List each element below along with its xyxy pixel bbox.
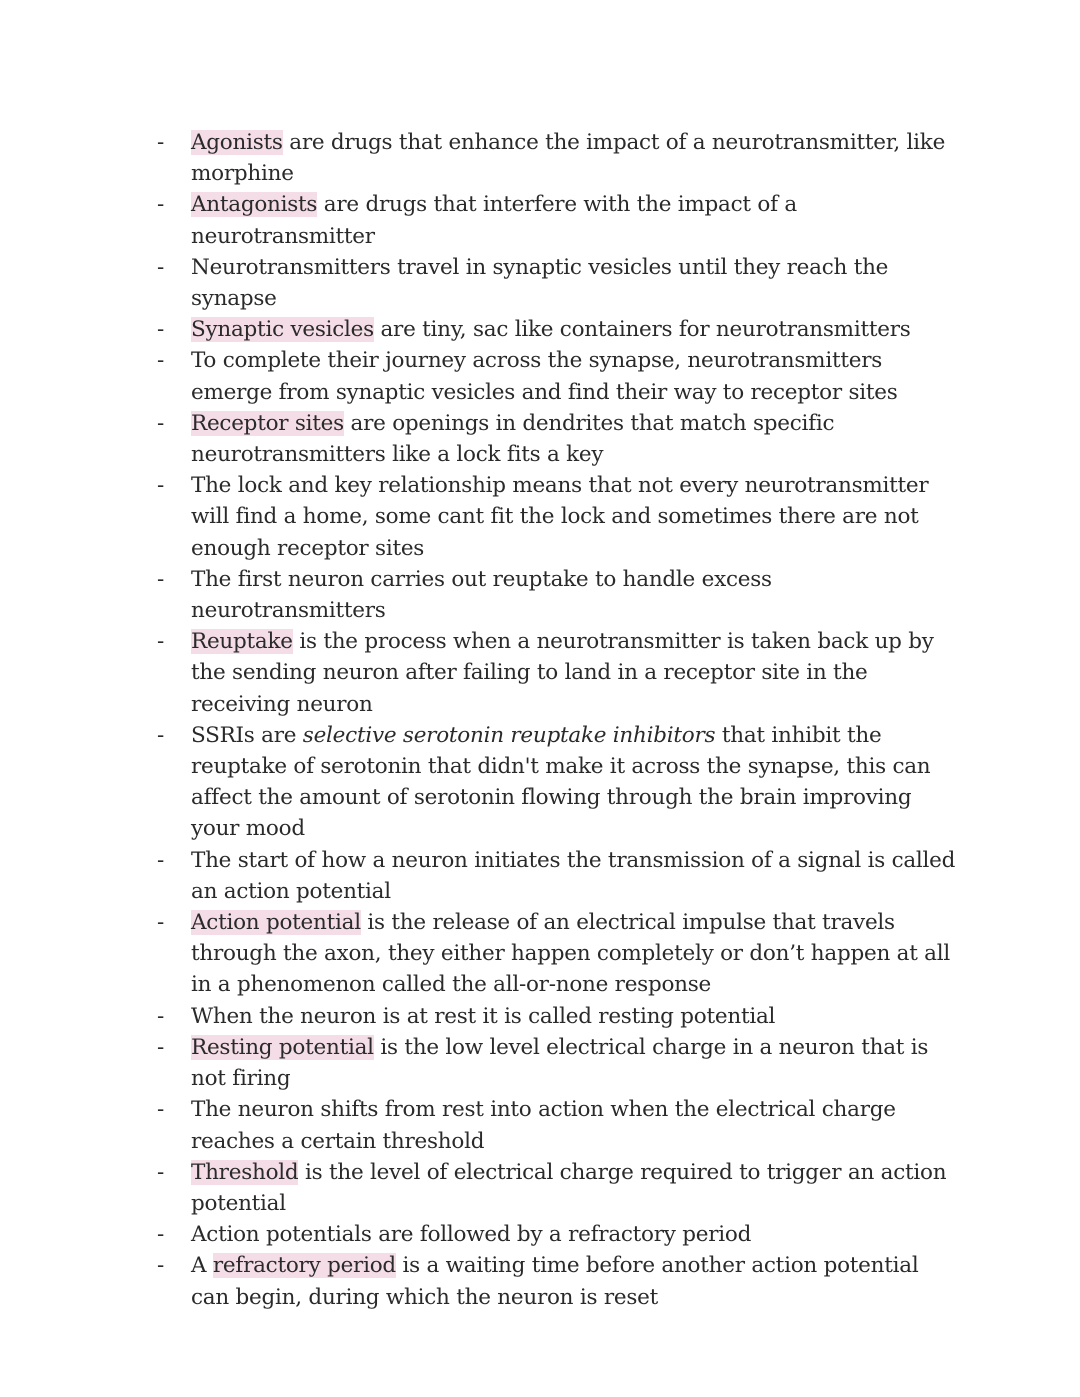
bullet-dash: -	[157, 722, 165, 748]
highlighted-term: refractory period	[212, 1253, 396, 1279]
bullet-dash: -	[157, 629, 165, 655]
list-item	[0, 189, 961, 251]
bullet-dash: -	[157, 847, 165, 873]
note-text-continued: is a waiting time before another action potential can begin, during which the neuron is reset	[191, 1253, 919, 1310]
note-text-continued: is the release of an electrical impulse that travels through the axon, they either happen completely or don’t happen at all in a phenomenon called the all-or-none response	[191, 910, 950, 998]
note-text-continued: are tiny, sac like containers for neurotransmitters	[373, 317, 911, 343]
list-item	[0, 1157, 961, 1219]
highlighted-term: Action potential	[191, 910, 361, 936]
list-item	[0, 1032, 961, 1094]
list-item	[0, 345, 961, 407]
bullet-dash: -	[157, 254, 165, 280]
bullet-dash: -	[157, 348, 165, 374]
highlighted-term: Agonists	[191, 130, 283, 155]
list-item	[0, 907, 961, 1001]
highlighted-term: Antagonists	[191, 192, 318, 218]
note-text-continued: that inhibit the reuptake of serotonin that didn't make it across the synapse, this can affect the amount of serotonin flowing through the brain improving your mood	[191, 722, 931, 842]
list-item	[0, 314, 961, 345]
document-page	[0, 127, 1080, 1313]
list-item	[0, 1001, 961, 1032]
bullet-dash: -	[157, 1253, 165, 1279]
bullet-dash: -	[157, 1034, 165, 1060]
highlighted-term: Resting potential	[191, 1034, 374, 1060]
note-text-continued: are openings in dendrites that match specific neurotransmitters like a lock fits a key	[191, 410, 835, 468]
list-item	[0, 845, 961, 907]
note-text: To complete their journey across the synapse, neurotransmitters emerge from synaptic vesicles and find their way to receptor sites	[191, 348, 898, 405]
list-item	[0, 408, 961, 470]
note-text: The lock and key relationship means that not every neurotransmitter will find a home, some cant fit the lock and sometimes there are not enough receptor sites	[191, 473, 929, 561]
list-item	[0, 127, 961, 189]
bullet-dash: -	[157, 1097, 165, 1123]
note-text: When the neuron is at rest it is called resting potential	[191, 1003, 776, 1029]
italic-text: selective serotonin reuptake inhibitors	[302, 722, 716, 748]
bullet-dash: -	[157, 317, 165, 343]
highlighted-term: Synaptic vesicles	[191, 317, 374, 343]
note-text-continued: are drugs that interfere with the impact of a neurotransmitter	[191, 192, 797, 249]
list-item	[0, 626, 961, 720]
note-text-continued: is the process when a neurotransmitter is taken back up by the sending neuron after failing to land in a receptor site in the receiving neuron	[191, 629, 934, 717]
note-text-continued: is the low level electrical charge in a neuron that is not firing	[191, 1034, 929, 1092]
list-item	[0, 252, 961, 314]
note-text: SSRIs are	[191, 722, 303, 748]
list-item	[0, 470, 961, 564]
list-item	[0, 720, 961, 845]
highlighted-term: Threshold	[191, 1159, 299, 1185]
note-text: The start of how a neuron initiates the transmission of a signal is called an action potential	[191, 847, 956, 904]
bullet-dash: -	[157, 473, 165, 499]
list-item	[0, 1250, 961, 1312]
bullet-dash: -	[157, 130, 165, 155]
note-text: The first neuron carries out reuptake to handle excess neurotransmitters	[191, 566, 772, 624]
bullet-dash: -	[157, 1003, 165, 1029]
bullet-dash: -	[157, 1159, 165, 1185]
list-item	[0, 1219, 961, 1250]
bullet-dash: -	[157, 192, 165, 218]
list-item	[0, 1094, 961, 1156]
bullet-dash: -	[157, 910, 165, 936]
bullet-dash: -	[157, 1222, 165, 1248]
list-item	[0, 564, 961, 626]
bullet-dash: -	[157, 410, 165, 436]
note-text-continued: are drugs that enhance the impact of a neurotransmitter, like morphine	[191, 130, 946, 187]
note-text: A	[191, 1253, 213, 1279]
highlighted-term: Receptor sites	[191, 410, 344, 436]
note-text: The neuron shifts from rest into action when the electrical charge reaches a certain threshold	[191, 1097, 896, 1154]
bullet-dash: -	[157, 566, 165, 592]
note-text: Action potentials are followed by a refractory period	[191, 1222, 752, 1248]
notes-list	[0, 127, 1080, 1313]
highlighted-term: Reuptake	[191, 629, 293, 655]
note-text: Neurotransmitters travel in synaptic vesicles until they reach the synapse	[191, 254, 889, 312]
note-text-continued: is the level of electrical charge required to trigger an action potential	[191, 1159, 947, 1216]
